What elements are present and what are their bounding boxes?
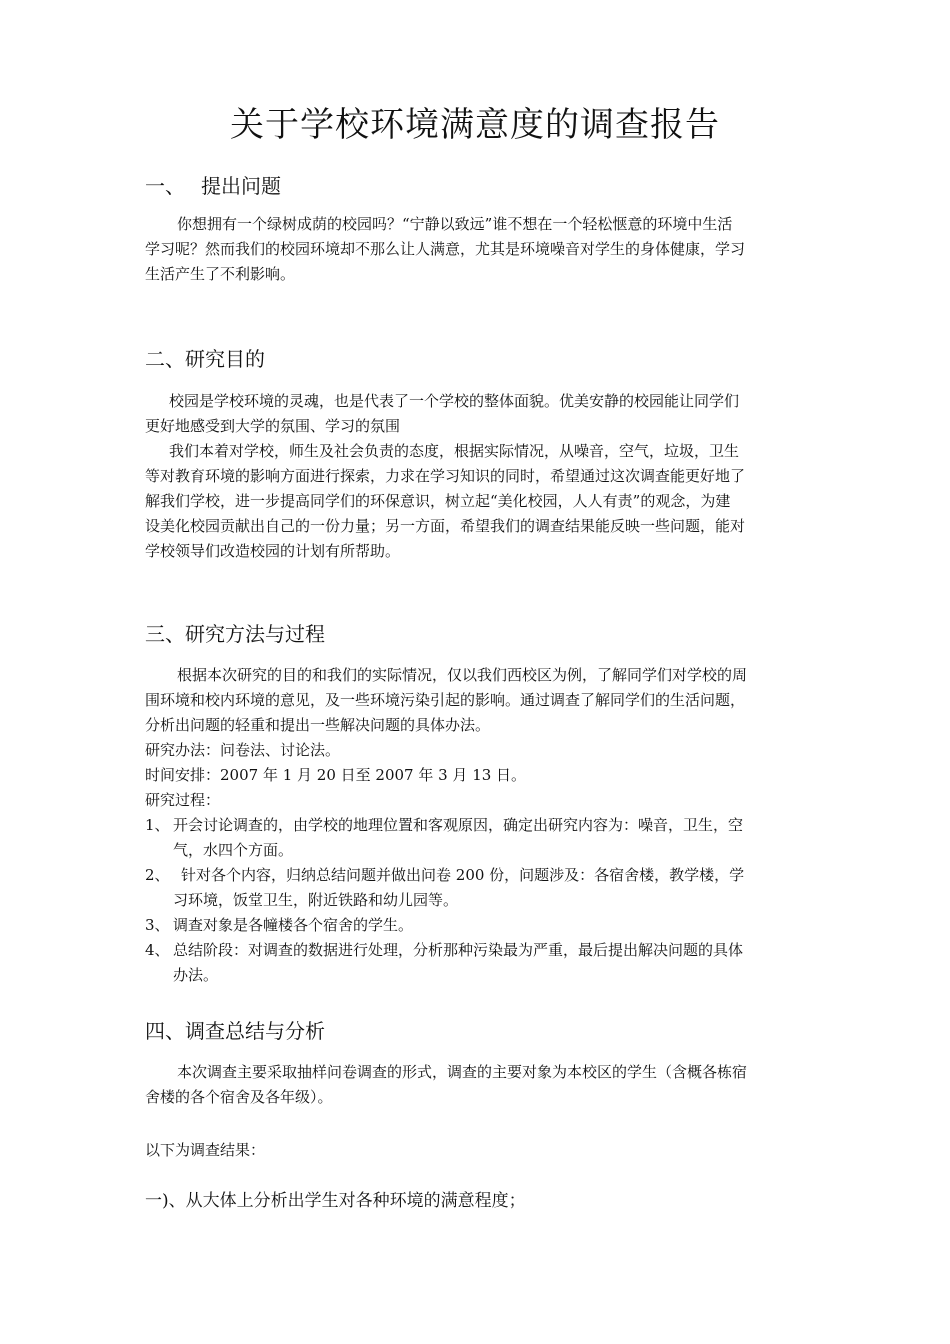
section-title: 提出问题 <box>201 174 281 198</box>
text-line: 总结阶段：对调查的数据进行处理，分析那种污染最为严重，最后提出解决问题的具体 <box>173 941 744 959</box>
list-item <box>145 813 807 863</box>
section-heading-2: 二、研究目的 <box>145 347 265 371</box>
section-1-paragraph <box>145 212 807 287</box>
text-line: 我们本着对学校，师生及社会负责的态度，根据实际情况，从噪音，空气，垃圾，卫生 <box>169 442 740 460</box>
section-heading-1 <box>145 171 281 201</box>
section-number: 一、 <box>145 174 185 198</box>
text-line: 更好地感受到大学的氛围、学习的氛围 <box>145 417 401 435</box>
text-line: 分析出问题的轻重和提出一些解决问题的具体办法。 <box>145 716 491 734</box>
text-line: 学校领导们改造校园的计划有所帮助。 <box>145 542 401 560</box>
list-item <box>145 863 807 913</box>
text-line: 你想拥有一个绿树成荫的校园吗？“宁静以致远”谁不想在一个轻松惬意的环境中生活 <box>177 215 733 233</box>
text-line: 围环境和校内环境的意见，及一些环境污染引起的影响。通过调查了解同学们的生活问题， <box>145 691 746 709</box>
text-line: 气，水四个方面。 <box>173 841 294 859</box>
subsection-heading-1: 一)、从大体上分析出学生对各种环境的满意程度； <box>145 1191 526 1211</box>
section-3-paragraph-1 <box>145 663 807 813</box>
process-steps-list <box>145 813 807 988</box>
results-label: 以下为调查结果： <box>145 1141 266 1159</box>
text-line: 习环境，饭堂卫生，附近铁路和幼儿园等。 <box>173 891 459 909</box>
list-item-number: 4、 <box>145 941 170 959</box>
text-line: 等对教育环境的影响方面进行探索，力求在学习知识的同时，希望通过这次调查能更好地了 <box>145 467 746 485</box>
text-line: 根据本次研究的目的和我们的实际情况，仅以我们西校区为例，了解同学们对学校的周 <box>177 666 748 684</box>
text-line: 校园是学校环境的灵魂，也是代表了一个学校的整体面貌。优美安静的校园能让同学们 <box>169 392 740 410</box>
text-line: 学习呢？然而我们的校园环境却不那么让人满意，尤其是环境噪音对学生的身体健康，学习 <box>145 240 746 258</box>
section-2-paragraph-2 <box>145 439 807 564</box>
document-title: 关于学校环境满意度的调查报告 <box>230 105 720 145</box>
section-2-paragraph-1 <box>145 389 807 439</box>
text-line: 生活产生了不利影响。 <box>145 265 296 283</box>
text-line: 调查对象是各幢楼各个宿舍的学生。 <box>173 916 414 934</box>
text-line: 办法。 <box>173 966 219 984</box>
text-line: 解我们学校，进一步提高同学们的环保意识，树立起“美化校园，人人有责”的观念，为建 <box>145 492 731 510</box>
list-item-number: 2、 <box>145 866 170 884</box>
text-line: 针对各个内容，归纳总结问题并做出问卷 200 份，问题涉及：各宿舍楼，教学楼，学 <box>181 866 745 884</box>
process-label: 研究过程： <box>145 791 221 809</box>
time-schedule: 时间安排：2007 年 1 月 20 日至 2007 年 3 月 13 日。 <box>145 766 527 784</box>
section-heading-3: 三、研究方法与过程 <box>145 622 325 646</box>
list-item <box>145 913 807 938</box>
list-item <box>145 938 807 988</box>
text-line: 舍楼的各个宿舍及各年级）。 <box>145 1088 333 1106</box>
text-line: 开会讨论调查的，由学校的地理位置和客观原因，确定出研究内容为：噪音，卫生，空 <box>173 816 744 834</box>
section-heading-4: 四、调查总结与分析 <box>145 1019 325 1043</box>
text-line: 本次调查主要采取抽样问卷调查的形式，调查的主要对象为本校区的学生（含概各栋宿 <box>177 1063 748 1081</box>
section-4-paragraph-1 <box>145 1060 807 1110</box>
list-item-number: 1、 <box>145 816 170 834</box>
research-method: 研究办法：问卷法、讨论法。 <box>145 741 341 759</box>
text-line: 设美化校园贡献出自己的一份力量；另一方面，希望我们的调查结果能反映一些问题，能对 <box>145 517 746 535</box>
list-item-number: 3、 <box>145 916 170 934</box>
